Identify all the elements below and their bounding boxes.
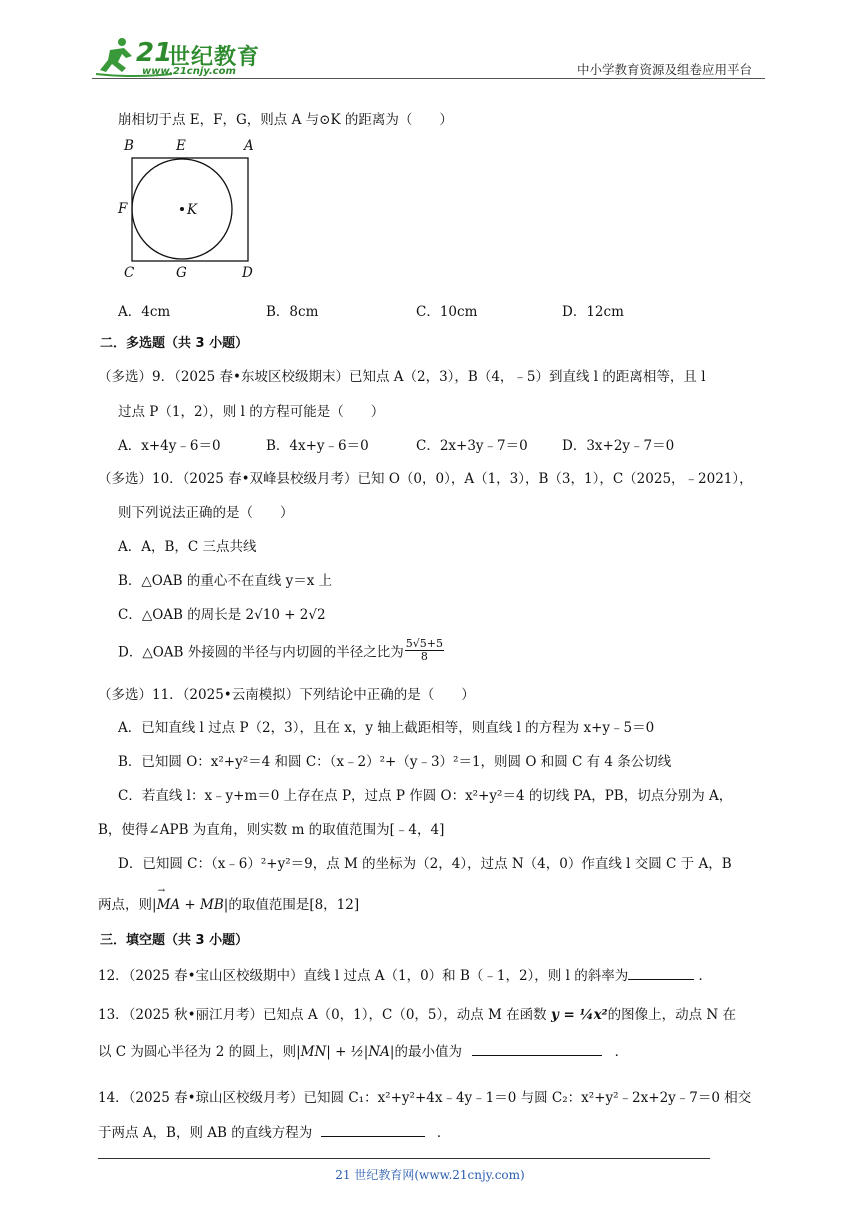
logo-url: www.21cnjy.com [142, 66, 236, 77]
q8-option-a: A．4cm [118, 304, 171, 320]
q10-option-c-text: C．△OAB 的周长是 [118, 607, 242, 623]
q10-option-d-text: D．△OAB 外接圆的半径与内切圆的半径之比为 [118, 644, 404, 661]
q13-line2 [98, 1040, 628, 1060]
q11-d-vector: → MA + MB [157, 897, 224, 913]
q9-option-b: B．4x+y﹣6＝0 [266, 438, 369, 454]
section-title: 二．多选题（共 3 小题） [100, 336, 249, 351]
section-title-3: 三．填空题（共 3 小题） [100, 933, 249, 948]
q8-option-d: D．12cm [562, 304, 624, 320]
label-e: E [176, 138, 186, 154]
q9-option-c: C．2x+3y﹣7＝0 [416, 438, 528, 454]
q13-expression: |MN| + ½|NA| [296, 1044, 395, 1060]
q14-line1: 14．（2025 春•琼山区校级月考）已知圆 C₁：x²+y²+4x﹣4y﹣1＝0 与圆 C₂：x²+y²﹣2x+2y﹣7＝0 相交 [98, 1090, 752, 1106]
square-circle-figure [116, 138, 266, 288]
q13-function: y = ¼x² [550, 1007, 608, 1023]
q10-line1: （多选）10．（2025 春•双峰县校级月考）已知 O（0，0），A（1，3），B（3，1），C（2025，﹣2021）， [98, 471, 753, 487]
q9-option-d: D．3x+2y﹣7＝0 [562, 438, 675, 454]
q9-line1: （多选）9．（2025 春•东坡区校级期末）已知点 A（2，3），B（4，﹣5）到直线 l 的距离相等，且 l [98, 369, 706, 385]
q8-option-c: C．10cm [416, 304, 478, 320]
label-a: A [244, 138, 254, 154]
footer-divider [98, 1158, 710, 1159]
q11-d-post: |的取值范围是[8，12] [223, 897, 360, 913]
q13-answer-blank[interactable] [472, 1041, 602, 1056]
footer-link[interactable]: 21 世纪教育网(www.21cnjy.com) [335, 1168, 525, 1182]
q12-end: ． [698, 968, 712, 984]
q10-option-b: B．△OAB 的重心不在直线 y＝x 上 [118, 573, 333, 589]
fraction-numerator: 5√5+5 [405, 637, 443, 650]
label-d: D [242, 265, 253, 281]
q12 [98, 964, 712, 984]
q11-option-d-line2 [98, 893, 359, 913]
logo-number: 21 [136, 38, 173, 68]
q10-option-c [118, 603, 326, 623]
fraction-denominator: 8 [420, 650, 428, 664]
q14-line2 [98, 1121, 450, 1141]
q10-option-a: A．A，B，C 三点共线 [118, 539, 257, 555]
q13-end: ． [614, 1044, 629, 1060]
logo [92, 34, 262, 80]
q12-answer-blank[interactable] [628, 965, 694, 980]
q14-answer-blank[interactable] [321, 1122, 425, 1137]
q13-line1 [98, 1003, 736, 1023]
q8-stem: 崩相切于点 E，F，G，则点 A 与⊙K 的距离为（ ） [118, 112, 453, 128]
q13-pre: 13．（2025 秋•丽江月考）已知点 A（0，1），C（0，5），动点 M 在函数 [98, 1007, 547, 1023]
q11-line1: （多选）11．（2025•云南模拟）下列结论中正确的是（ ） [98, 687, 475, 703]
label-k: K [187, 202, 198, 218]
q10-option-c-math: 2√10 + 2√2 [245, 607, 326, 623]
label-b: B [124, 138, 134, 154]
q11-option-c-line2: B，使得∠APB 为直角，则实数 m 的取值范围为[﹣4，4] [98, 822, 445, 838]
label-g: G [176, 265, 187, 281]
q14-end: ． [436, 1125, 451, 1141]
header-divider [92, 78, 765, 79]
label-f: F [118, 201, 128, 217]
q8-option-b: B．8cm [266, 304, 319, 320]
q10-line2: 则下列说法正确的是（ ） [118, 505, 294, 521]
platform-title: 中小学教育资源及组卷应用平台 [576, 62, 752, 77]
q12-text: 12．（2025 春•宝山区校级期中）直线 l 过点 A（1，0）和 B（﹣1，2），则 l 的斜率为 [98, 968, 629, 984]
q10-option-d-fraction [405, 638, 444, 663]
q13-line2-post: 的最小值为 [394, 1044, 462, 1060]
q9-line2: 过点 P（1，2），则 l 的方程可能是（ ） [118, 404, 385, 420]
q13-post: 的图像上，动点 N 在 [607, 1007, 736, 1023]
q11-option-d-line1: D．已知圆 C：（x﹣6）²+y²＝9，点 M 的坐标为（2，4），过点 N（4，0）作直线 l 交圆 C 于 A，B [118, 856, 732, 872]
q11-option-a: A．已知直线 l 过点 P（2，3），且在 x，y 轴上截距相等，则直线 l 的方程为 x+y﹣5＝0 [118, 720, 655, 736]
q13-line2-pre: 以 C 为圆心半径为 2 的圆上，则 [98, 1044, 297, 1060]
q14-text: 于两点 A，B，则 AB 的直线方程为 [98, 1125, 313, 1141]
q9-option-a: A．x+4y﹣6＝0 [118, 438, 221, 454]
logo-text: 世纪教育 [168, 45, 261, 70]
label-c: C [124, 265, 135, 281]
q10-option-d [118, 638, 445, 663]
q11-d-pre: 两点，则| [98, 897, 157, 913]
q11-option-b: B．已知圆 O：x²+y²＝4 和圆 C：（x﹣2）²+（y﹣3）²＝1，则圆 O 和圆 C 有 4 条公切线 [118, 754, 672, 770]
q11-option-c-line1: C．若直线 l：x﹣y+m＝0 上存在点 P，过点 P 作圆 O：x²+y²＝4 的切线 PA，PB，切点分别为 A， [118, 788, 733, 804]
